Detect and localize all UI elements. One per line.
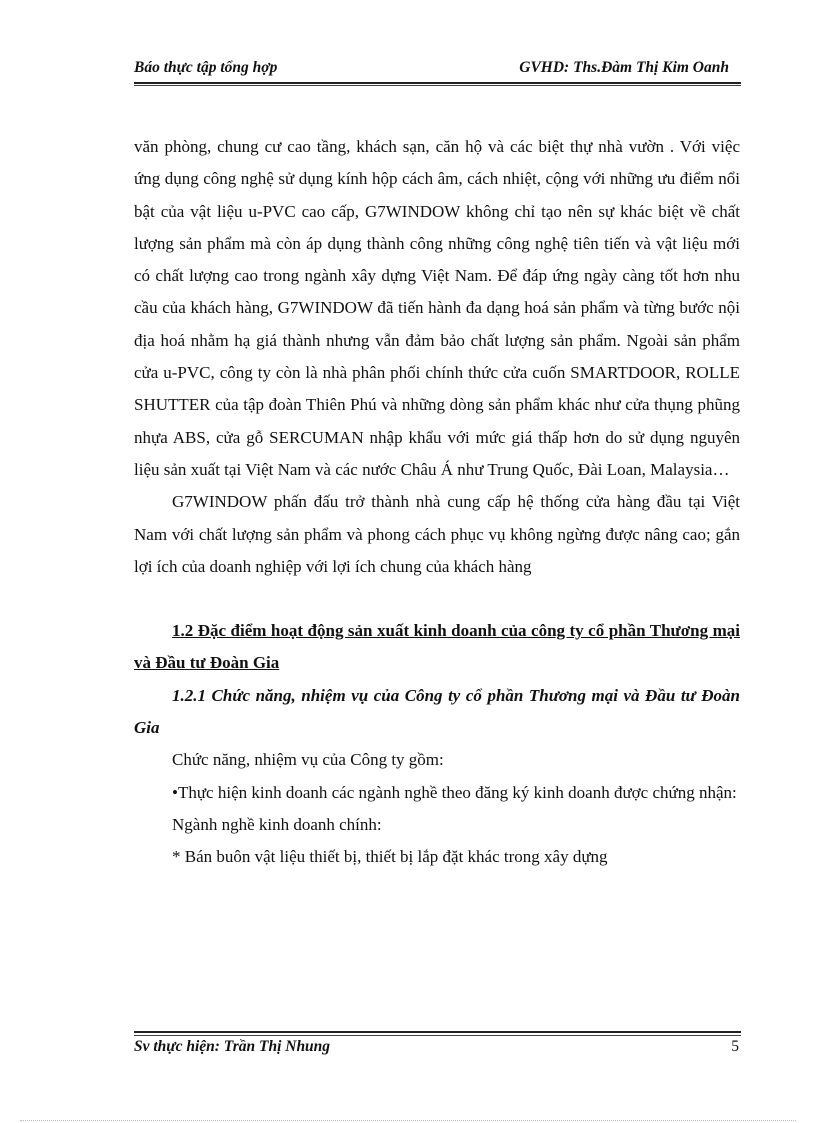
page-header (134, 56, 741, 84)
header-rule (134, 85, 741, 86)
bullet-business-registration: •Thực hiện kinh doanh các ngành nghề theo đăng ký kinh doanh được chứng nhận: (172, 782, 737, 802)
section-heading: 1.2 Đặc điểm hoạt động sản xuất kinh doanh của công ty cổ phần Thương mại và Đầu tư Đoàn Gia (134, 621, 740, 673)
list-item-wholesale: * Bán buôn vật liệu thiết bị, thiết bị lắp đặt khác trong xây dựng (172, 847, 608, 867)
page-number: 5 (731, 1038, 739, 1055)
paragraph-main-business: Ngành nghề kinh doanh chính: (172, 814, 382, 834)
page-edge-dots (20, 1120, 796, 1121)
page-body (134, 131, 740, 874)
footer-rule (134, 1031, 741, 1033)
footer-rule-thin (134, 1035, 741, 1036)
header-supervisor: GVHD: Ths.Đàm Thị Kim Oanh (519, 59, 729, 76)
paragraph-functions-intro: Chức năng, nhiệm vụ của Công ty gồm: (172, 750, 444, 770)
subsection-heading: 1.2.1 Chức năng, nhiệm vụ của Công ty cổ phần Thương mại và Đầu tư Đoàn Gia (134, 685, 740, 738)
footer-student-name: Sv thực hiện: Trần Thị Nhung (134, 1038, 331, 1055)
header-report-title: Báo thực tập tổng hợp (134, 59, 278, 76)
paragraph-mission: G7WINDOW phấn đấu trở thành nhà cung cấp hệ thống cửa hàng đầu tại Việt Nam với chất lượng sản phẩm và phong cách phục vụ không ngừng được nâng cao; gắn lợi ích của doanh nghiệp với lợi ích chung của khách hàng (134, 492, 740, 576)
paragraph-continuation: văn phòng, chung cư cao tầng, khách sạn, căn hộ và các biệt thự nhà vườn . Với việc ứng dụng công nghệ sử dụng kính hộp cách âm, cách nhiệt, cộng với những ưu điểm nổi bật của vật liệu u-PVC cao cấp, G7WINDOW không chỉ tạo nên sự khác biệt về chất lượng sản phẩm mà còn áp dụng thành công những công nghệ tiên tiến và vật liệu mới có chất lượng cao trong ngành xây dựng Việt Nam. Để đáp ứng ngày càng tốt hơn nhu cầu của khách hàng, G7WINDOW đã tiến hành đa dạng hoá sản phẩm và từng bước nội địa hoá nhằm hạ giá thành nhưng vẫn đảm bảo chất lượng sản phẩm. Ngoài sản phẩm cửa u-PVC, công ty còn là nhà phân phối chính thức cửa cuốn SMARTDOOR, ROLLE SHUTTER của tập đoàn Thiên Phú và những dòng sản phẩm khác như cửa thụng phũng nhựa ABS, cửa gỗ SERCUMAN nhập khẩu với mức giá thấp hơn do sử dụng nguyên liệu sản xuất tại Việt Nam và các nước Châu Á như Trung Quốc, Đài Loan, Malaysia… (134, 137, 740, 479)
blank-line (134, 583, 740, 615)
